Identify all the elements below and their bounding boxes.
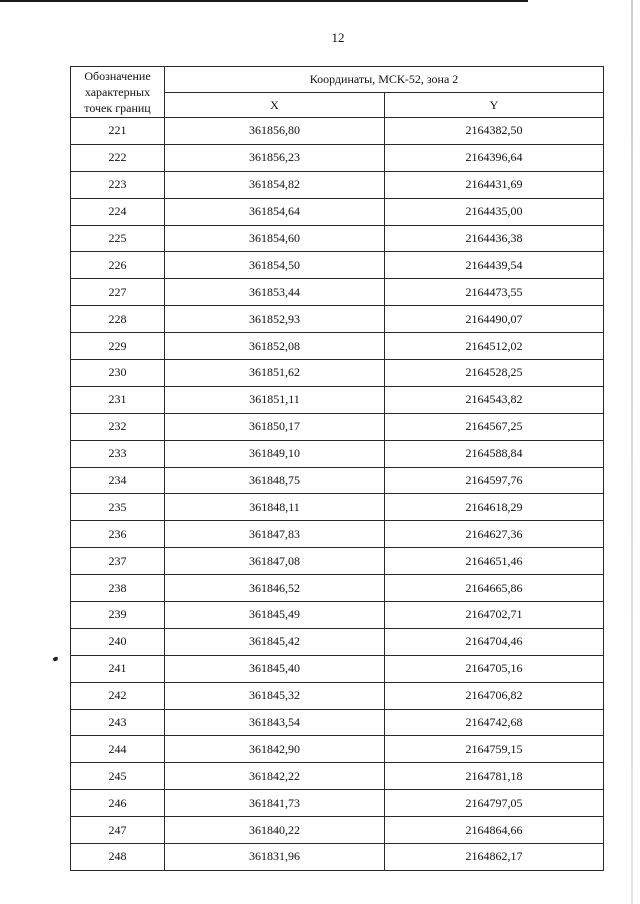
coordinates-table [70,66,604,871]
x-cell: 361854,64 [165,198,385,225]
x-cell: 361852,08 [165,333,385,360]
x-cell: 361848,11 [165,494,385,521]
y-cell: 2164528,25 [385,360,604,387]
table-row [71,817,604,844]
point-cell: 225 [71,225,165,252]
table-row [71,333,604,360]
table-row [71,575,604,602]
y-cell: 2164588,84 [385,440,604,467]
table-row [71,628,604,655]
point-cell: 223 [71,171,165,198]
x-cell: 361856,80 [165,118,385,145]
point-cell: 224 [71,198,165,225]
x-cell: 361843,54 [165,709,385,736]
y-cell: 2164862,17 [385,844,604,871]
y-cell: 2164742,68 [385,709,604,736]
point-cell: 221 [71,118,165,145]
table-row [71,171,604,198]
y-cell: 2164543,82 [385,386,604,413]
y-cell: 2164651,46 [385,548,604,575]
y-cell: 2164567,25 [385,413,604,440]
y-cell: 2164435,00 [385,198,604,225]
x-cell: 361841,73 [165,790,385,817]
y-cell: 2164781,18 [385,763,604,790]
x-cell: 361842,22 [165,763,385,790]
x-cell: 361845,42 [165,628,385,655]
point-cell: 241 [71,655,165,682]
point-cell: 237 [71,548,165,575]
x-cell: 361850,17 [165,413,385,440]
x-cell: 361845,32 [165,682,385,709]
table-row [71,682,604,709]
x-cell: 361854,82 [165,171,385,198]
y-cell: 2164797,05 [385,790,604,817]
point-cell: 229 [71,333,165,360]
table-row [71,225,604,252]
point-cell: 246 [71,790,165,817]
x-cell: 361851,11 [165,386,385,413]
point-cell: 235 [71,494,165,521]
y-cell: 2164759,15 [385,736,604,763]
table-row [71,548,604,575]
point-cell: 234 [71,467,165,494]
table-row [71,763,604,790]
table-row [71,198,604,225]
table-row [71,709,604,736]
table-row [71,655,604,682]
table-body [71,118,604,871]
y-cell: 2164618,29 [385,494,604,521]
x-cell: 361853,44 [165,279,385,306]
x-cell: 361847,83 [165,521,385,548]
point-header-line-1: Обозначение [84,69,151,83]
point-cell: 238 [71,575,165,602]
y-cell: 2164436,38 [385,225,604,252]
y-cell: 2164473,55 [385,279,604,306]
table-row [71,602,604,629]
point-cell: 244 [71,736,165,763]
point-cell: 233 [71,440,165,467]
point-header-line-3: точек границ [84,101,151,115]
coordinates-header: Координаты, МСК-52, зона 2 [165,67,604,93]
point-cell: 236 [71,521,165,548]
point-cell: 232 [71,413,165,440]
point-header-line-2: характерных [84,85,151,99]
point-cell: 222 [71,144,165,171]
table-row [71,144,604,171]
point-cell: 239 [71,602,165,629]
x-cell: 361845,49 [165,602,385,629]
table-row [71,279,604,306]
table-row [71,790,604,817]
y-cell: 2164396,64 [385,144,604,171]
y-cell: 2164706,82 [385,682,604,709]
table-row [71,118,604,145]
table-row [71,440,604,467]
table-row [71,521,604,548]
x-cell: 361842,90 [165,736,385,763]
y-cell: 2164705,16 [385,655,604,682]
point-cell: 227 [71,279,165,306]
x-cell: 361854,50 [165,252,385,279]
point-cell: 240 [71,628,165,655]
y-cell: 2164702,71 [385,602,604,629]
x-cell: 361846,52 [165,575,385,602]
point-column-header [71,67,165,118]
x-cell: 361849,10 [165,440,385,467]
point-cell: 248 [71,844,165,871]
y-cell: 2164704,46 [385,628,604,655]
point-cell: 245 [71,763,165,790]
table-row [71,736,604,763]
point-cell: 226 [71,252,165,279]
x-cell: 361854,60 [165,225,385,252]
scan-mark [52,656,58,661]
point-cell: 228 [71,306,165,333]
point-cell: 231 [71,386,165,413]
x-cell: 361845,40 [165,655,385,682]
y-cell: 2164665,86 [385,575,604,602]
y-cell: 2164490,07 [385,306,604,333]
x-cell: 361847,08 [165,548,385,575]
point-cell: 243 [71,709,165,736]
y-cell: 2164597,76 [385,467,604,494]
point-cell: 242 [71,682,165,709]
point-cell: 247 [71,817,165,844]
table-row [71,252,604,279]
table-row [71,467,604,494]
top-scan-rule [0,0,528,2]
x-cell: 361851,62 [165,360,385,387]
x-cell: 361840,22 [165,817,385,844]
x-cell: 361848,75 [165,467,385,494]
table-row [71,360,604,387]
y-cell: 2164382,50 [385,118,604,145]
y-column-header: Y [385,93,604,118]
table-row [71,413,604,440]
point-cell: 230 [71,360,165,387]
x-cell: 361856,23 [165,144,385,171]
table-header [71,67,604,118]
y-cell: 2164627,36 [385,521,604,548]
y-cell: 2164431,69 [385,171,604,198]
y-cell: 2164864,66 [385,817,604,844]
x-column-header: X [165,93,385,118]
table-row [71,844,604,871]
y-cell: 2164439,54 [385,252,604,279]
page-right-edge [631,0,633,904]
table-row [71,306,604,333]
x-cell: 361831,96 [165,844,385,871]
y-cell: 2164512,02 [385,333,604,360]
table-row [71,494,604,521]
table-row [71,386,604,413]
x-cell: 361852,93 [165,306,385,333]
page-number: 12 [331,30,345,45]
